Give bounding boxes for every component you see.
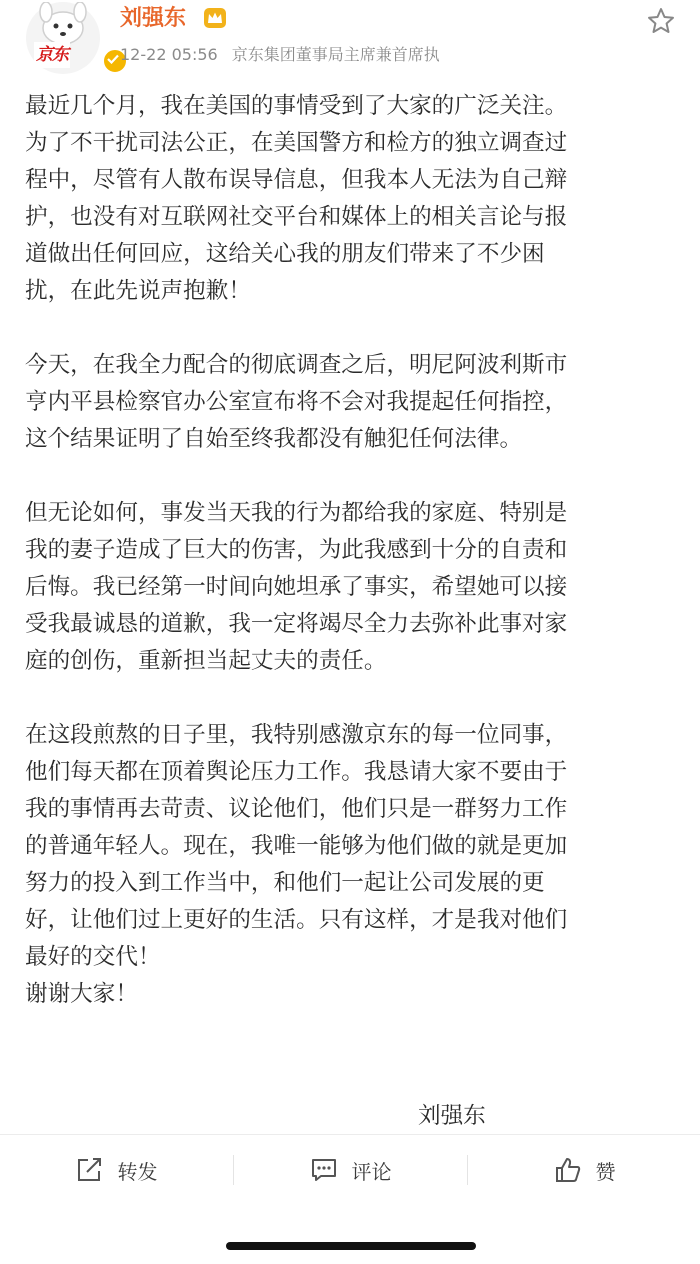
- comment-icon: [310, 1157, 338, 1183]
- signature: 刘强东: [418, 1103, 486, 1129]
- repost-icon: [76, 1157, 104, 1183]
- post-paragraph: 在这段煎熬的日子里，我特别感激京东的每一位同事， 他们每天都在顶着舆论压力工作。我恳请大家不要由于 我的事情再去苛责、议论他们，他们只是一群努力工作 的普通年轻人。现在，我唯一能够为他们做的就是更加 努力的投入到工作当中，和他们一起让公司发展的更 好，让他们过上更好的生活。只有这样，才是我对他们 最好的交代！ 谢谢大家！: [25, 722, 568, 1007]
- post-body: [25, 88, 685, 1013]
- action-bar: [0, 1134, 700, 1205]
- post-meta: [120, 44, 440, 66]
- username[interactable]: 刘强东: [120, 6, 187, 31]
- user-bio: 京东集团董事局主席兼首席执: [231, 45, 440, 64]
- repost-button[interactable]: [0, 1135, 233, 1205]
- post-header: [0, 0, 700, 80]
- like-icon: [554, 1157, 582, 1183]
- post-paragraph: 最近几个月，我在美国的事情受到了大家的广泛关注。 为了不干扰司法公正，在美国警方和检方的独立调查过 程中，尽管有人散布误导信息，但我本人无法为自己辩 护，也没有对互联网社交平台和媒体上的相关言论与报 道做出任何回应，这给关心我的朋友们带来了不少困 扰，在此先说声抱歉！: [25, 93, 568, 304]
- crown-icon: [204, 8, 226, 28]
- star-icon[interactable]: [646, 6, 676, 36]
- comment-button[interactable]: [234, 1135, 467, 1205]
- post-paragraph: 但无论如何，事发当天我的行为都给我的家庭、特别是 我的妻子造成了巨大的伤害，为此我感到十分的自责和 后悔。我已经第一时间向她坦承了事实，希望她可以接 受我最诚恳的道歉，我一定将竭尽全力去弥补此事对家 庭的创伤，重新担当起丈夫的责任。: [25, 500, 568, 674]
- brand-badge: 京东: [34, 42, 70, 68]
- timestamp: 12-22 05:56: [120, 45, 218, 64]
- comment-label: 评论: [351, 1159, 392, 1184]
- like-button[interactable]: [468, 1135, 700, 1205]
- avatar[interactable]: [26, 2, 100, 74]
- like-label: 赞: [595, 1159, 616, 1184]
- jd-dog-avatar-icon: [36, 2, 90, 46]
- repost-label: 转发: [117, 1159, 158, 1184]
- home-indicator[interactable]: [226, 1242, 476, 1250]
- post-paragraph: 今天，在我全力配合的彻底调查之后，明尼阿波利斯市 亨内平县检察官办公室宣布将不会对我提起任何指控， 这个结果证明了自始至终我都没有触犯任何法律。: [25, 352, 568, 452]
